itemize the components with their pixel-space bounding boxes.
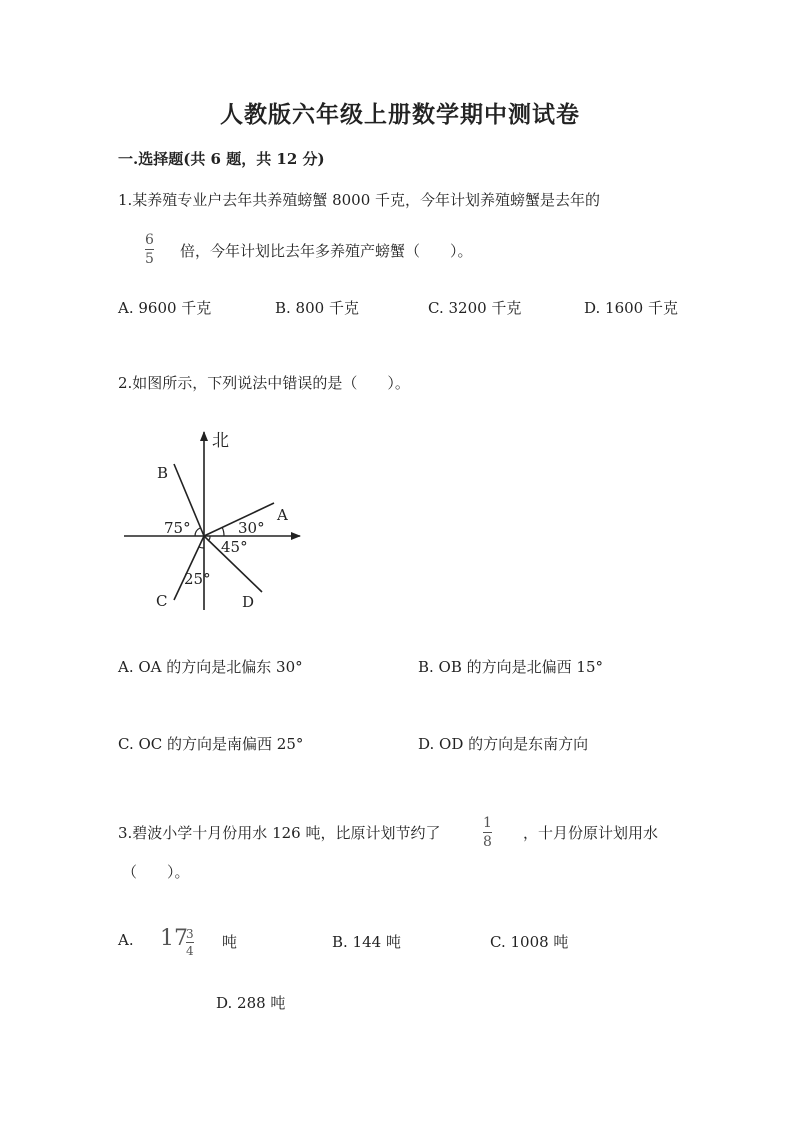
angle-30-label: 30° bbox=[238, 519, 265, 537]
fraction-numerator: 6 bbox=[145, 232, 154, 248]
question-3-blank: （ ）。 bbox=[122, 863, 190, 881]
question-1-text-continued: 倍，今年计划比去年多养殖产螃蟹（ ）。 bbox=[180, 242, 473, 260]
question-1-option-d: D. 1600 千克 bbox=[584, 299, 678, 317]
direction-diagram bbox=[110, 420, 320, 620]
fraction-bar bbox=[483, 832, 492, 833]
fraction-bar bbox=[145, 249, 154, 250]
question-1-text: 1.某养殖专业户去年共养殖螃蟹 8000 千克，今年计划养殖螃蟹是去年的 bbox=[118, 191, 601, 209]
question-2-option-c: C. OC 的方向是南偏西 25° bbox=[118, 735, 304, 753]
ray-oc bbox=[174, 536, 204, 600]
question-3-option-a-unit: 吨 bbox=[222, 933, 238, 951]
fraction-bar bbox=[186, 942, 194, 943]
question-3-text: 3.碧波小学十月份用水 126 吨，比原计划节约了 bbox=[118, 824, 441, 842]
question-3-option-a-fraction bbox=[186, 928, 194, 957]
label-d: D bbox=[242, 593, 255, 611]
question-1-option-c: C. 3200 千克 bbox=[428, 299, 522, 317]
section-heading: 一.选择题(共 6 题，共 12 分) bbox=[118, 150, 325, 168]
fraction-numerator: 1 bbox=[483, 815, 492, 831]
question-3-option-b: B. 144 吨 bbox=[332, 933, 401, 951]
label-c: C bbox=[156, 592, 168, 610]
fraction-denominator: 8 bbox=[483, 834, 492, 850]
question-2-text: 2.如图所示，下列说法中错误的是（ ）。 bbox=[118, 374, 410, 392]
question-3-fraction bbox=[483, 816, 492, 849]
fraction-denominator: 4 bbox=[186, 944, 194, 958]
arc-30 bbox=[222, 527, 224, 536]
angle-75-label: 75° bbox=[164, 519, 191, 537]
label-a: A bbox=[277, 506, 288, 524]
question-1-fraction bbox=[145, 233, 154, 266]
fraction-numerator: 3 bbox=[186, 927, 194, 941]
angle-45-label: 45° bbox=[221, 538, 248, 556]
arc-75 bbox=[195, 528, 200, 536]
question-2-option-d: D. OD 的方向是东南方向 bbox=[418, 735, 589, 753]
fraction-denominator: 5 bbox=[145, 251, 154, 267]
question-3-option-c: C. 1008 吨 bbox=[490, 933, 569, 951]
question-3-option-a-label: A. bbox=[118, 931, 134, 949]
question-1-option-b: B. 800 千克 bbox=[275, 299, 359, 317]
label-b: B bbox=[157, 464, 169, 482]
question-3-option-a-whole: 17 bbox=[160, 926, 188, 951]
question-2-option-a: A. OA 的方向是北偏东 30° bbox=[118, 658, 303, 676]
question-3-option-d: D. 288 吨 bbox=[216, 994, 286, 1012]
page-title: 人教版六年级上册数学期中测试卷 bbox=[220, 101, 580, 128]
angle-25-label: 25° bbox=[184, 570, 211, 588]
north-label: 北 bbox=[212, 431, 229, 451]
question-2-option-b: B. OB 的方向是北偏西 15° bbox=[418, 658, 604, 676]
question-3-text-continued: ，十月份原计划用水 bbox=[523, 824, 659, 842]
question-1-option-a: A. 9600 千克 bbox=[118, 299, 212, 317]
